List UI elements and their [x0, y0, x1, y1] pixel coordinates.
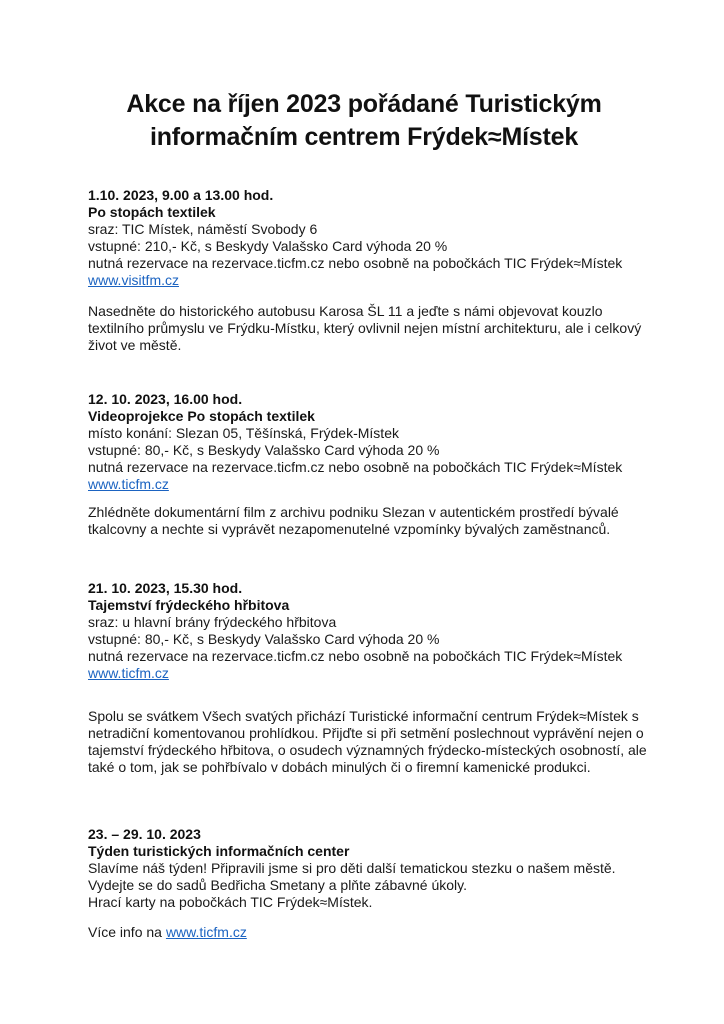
page-title — [88, 88, 640, 154]
event-description-cards-note: Hrací karty na pobočkách TIC Frýdek≈Místek. — [88, 894, 373, 910]
more-info-line — [88, 924, 648, 941]
event-link-line — [88, 272, 648, 289]
more-info-label: Více info na — [88, 924, 162, 940]
event-meeting-point: sraz: u hlavní brány frýdeckého hřbitova — [88, 614, 337, 630]
event-link-line — [88, 476, 648, 493]
event-description: Nasedněte do historického autobusu Karosa ŠL 11 a jeďte s námi objevovat kouzlo textilního průmyslu ve Frýdku-Místku, který ovlivnil nejen místní architekturu, ale i celkový život ve městě. — [88, 303, 642, 353]
event-description: Zhlédněte dokumentární film z archivu podniku Slezan v autentickém prostředí bývalé tkalcovny a nechte si vyprávět nezapomenutelné vzpomínky bývalých zaměstnanců. — [88, 504, 619, 537]
event-section-tyden-tic — [88, 826, 648, 941]
page-title-line1: Akce na říjen 2023 pořádané Turistickým — [126, 90, 602, 118]
event-admission: vstupné: 80,- Kč, s Beskydy Valašsko Card výhoda 20 % — [88, 442, 440, 458]
event-meeting-point: sraz: TIC Místek, náměstí Svobody 6 — [88, 221, 318, 237]
event-admission: vstupné: 210,- Kč, s Beskydy Valašsko Card výhoda 20 % — [88, 238, 448, 254]
event-section-videoprojekce — [88, 391, 648, 538]
event-name: Po stopách textilek — [88, 204, 216, 220]
page-title-line2: informačním centrem Frýdek≈Místek — [149, 123, 579, 151]
ticfm-link[interactable]: www.ticfm.cz — [88, 476, 169, 492]
event-section-tajemstvi-hrbitova — [88, 580, 648, 776]
event-description: Slavíme náš týden! Připravili jsme si pro děti další tematickou stezku o našem městě. Vydejte se do sadů Bedřicha Smetany a plňte zábavné úkoly. — [88, 860, 616, 893]
event-reservation-note: nutná rezervace na rezervace.ticfm.cz nebo osobně na pobočkách TIC Frýdek≈Místek — [88, 648, 623, 664]
ticfm-link[interactable]: www.ticfm.cz — [88, 665, 169, 681]
event-description: Spolu se svátkem Všech svatých přichází Turistické informační centrum Frýdek≈Místek s netradiční komentovanou prohlídkou. Přijďte si při setmění poslechnout vyprávění nejen o tajemství frýdeckého hřbitova, o osudech významných frýdecko-místeckých osobností, ale také o tom, jak se pohřbívalo v dobách minulých či o firemní kamenické produkci. — [88, 708, 647, 775]
event-section-po-stopach-textilek — [88, 187, 648, 354]
event-venue: místo konání: Slezan 05, Těšínská, Frýdek-Místek — [88, 425, 399, 441]
event-reservation-note: nutná rezervace na rezervace.ticfm.cz nebo osobně na pobočkách TIC Frýdek≈Místek — [88, 255, 623, 271]
event-date: 23. – 29. 10. 2023 — [88, 826, 201, 842]
event-name: Videoprojekce Po stopách textilek — [88, 408, 315, 424]
event-admission: vstupné: 80,- Kč, s Beskydy Valašsko Card výhoda 20 % — [88, 631, 440, 647]
ticfm-link[interactable]: www.ticfm.cz — [165, 924, 247, 940]
visitfm-link[interactable]: www.visitfm.cz — [88, 272, 179, 288]
event-name: Tajemství frýdeckého hřbitova — [88, 597, 290, 613]
event-link-line — [88, 665, 648, 682]
event-date: 1.10. 2023, 9.00 a 13.00 hod. — [88, 187, 274, 203]
event-date: 21. 10. 2023, 15.30 hod. — [88, 580, 243, 596]
event-name: Týden turistických informačních center — [88, 843, 350, 859]
event-reservation-note: nutná rezervace na rezervace.ticfm.cz nebo osobně na pobočkách TIC Frýdek≈Místek — [88, 459, 623, 475]
event-date: 12. 10. 2023, 16.00 hod. — [88, 391, 243, 407]
